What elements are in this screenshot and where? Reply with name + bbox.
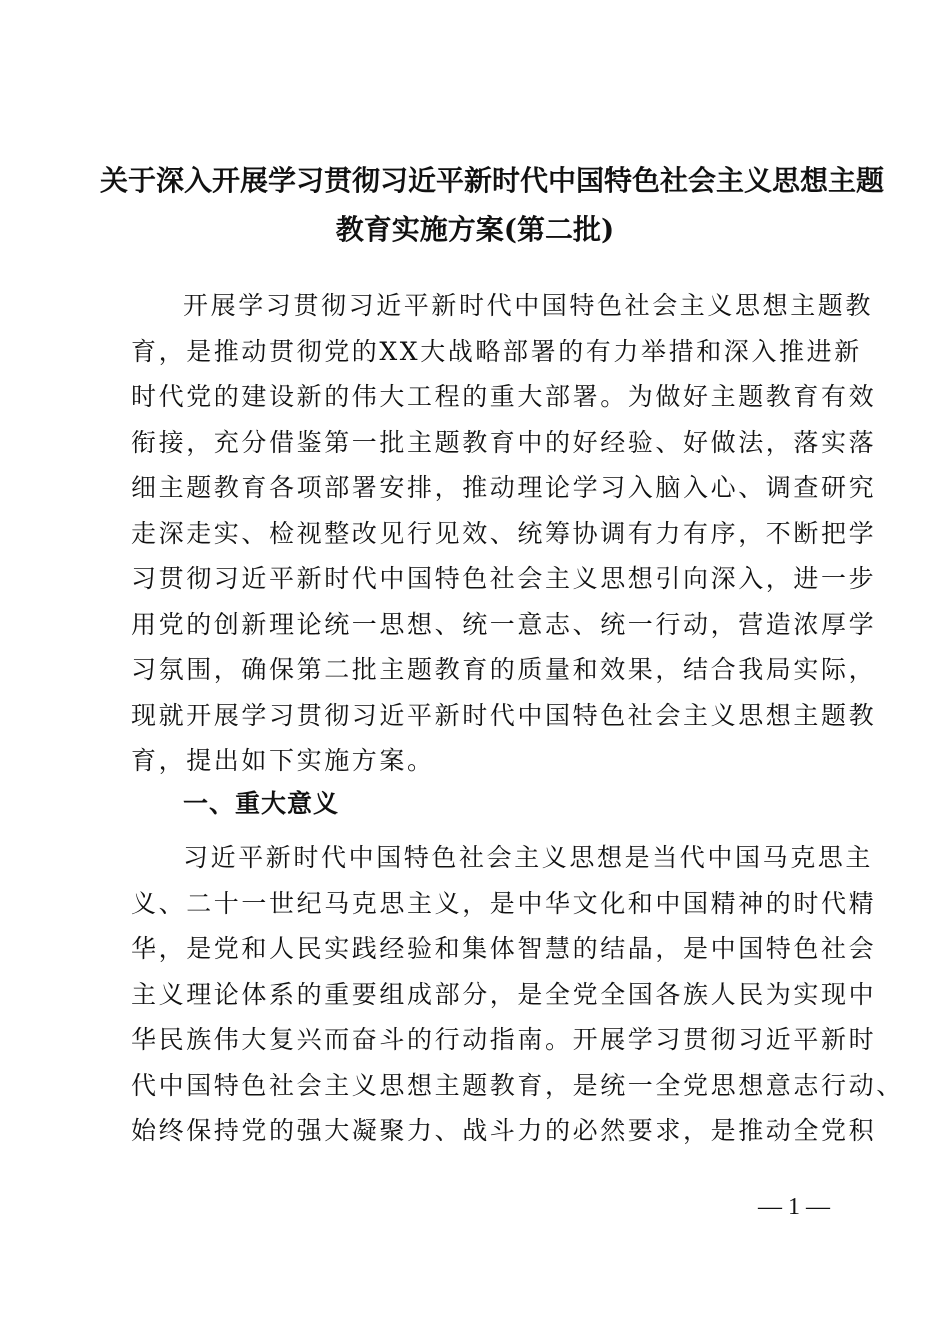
paragraph-line: 主义理论体系的重要组成部分，是全党全国各族人民为实现中 (131, 979, 877, 1009)
paragraph-line: 义、二十一世纪马克思主义，是中华文化和中国精神的时代精 (131, 888, 877, 918)
paragraph-line: 育，是推动贯彻党的XX大战略部署的有力举措和深入推进新 (131, 336, 862, 366)
paragraph-line: 始终保持党的强大凝聚力、战斗力的必然要求，是推动全党积 (131, 1116, 877, 1145)
paragraph-line: 习近平新时代中国特色社会主义思想是当代中国马克思主 (183, 843, 874, 872)
paragraph-line: 开展学习贯彻习近平新时代中国特色社会主义思想主题教 (183, 291, 874, 320)
paragraph-line: 走深走实、检视整改见行见效、统筹协调有力有序，不断把学 (131, 518, 877, 548)
document-title-line-2: 教育实施方案(第二批) (335, 213, 615, 246)
intro-paragraph (131, 283, 877, 784)
paragraph-line: 华民族伟大复兴而奋斗的行动指南。开展学习贯彻习近平新时 (131, 1025, 877, 1054)
paragraph-line: 代中国特色社会主义思想主题教育，是统一全党思想意志行动、 (131, 1070, 904, 1100)
document-title-line-1: 关于深入开展学习贯彻习近平新时代中国特色社会主义思想主题 (100, 164, 885, 197)
paragraph-line: 用党的创新理论统一思想、统一意志、统一行动，营造浓厚学 (131, 609, 877, 639)
paragraph-line: 育，提出如下实施方案。 (131, 746, 435, 775)
paragraph-line: 细主题教育各项部署安排，推动理论学习入脑入心、调查研究 (131, 473, 877, 502)
section-heading-significance: 一、重大意义 (183, 789, 340, 818)
paragraph-line: 习贯彻习近平新时代中国特色社会主义思想引向深入，进一步 (131, 564, 877, 593)
significance-paragraph (131, 835, 904, 1154)
page-number: — 1 — (758, 1194, 830, 1220)
paragraph-line: 现就开展学习贯彻习近平新时代中国特色社会主义思想主题教 (131, 700, 877, 730)
paragraph-line: 衔接，充分借鉴第一批主题教育中的好经验、好做法，落实落 (131, 427, 877, 457)
paragraph-line: 习氛围，确保第二批主题教育的质量和效果，结合我局实际， (131, 655, 877, 684)
paragraph-line: 华，是党和人民实践经验和集体智慧的结晶，是中国特色社会 (131, 934, 877, 963)
paragraph-line: 时代党的建设新的伟大工程的重大部署。为做好主题教育有效 (131, 382, 877, 411)
